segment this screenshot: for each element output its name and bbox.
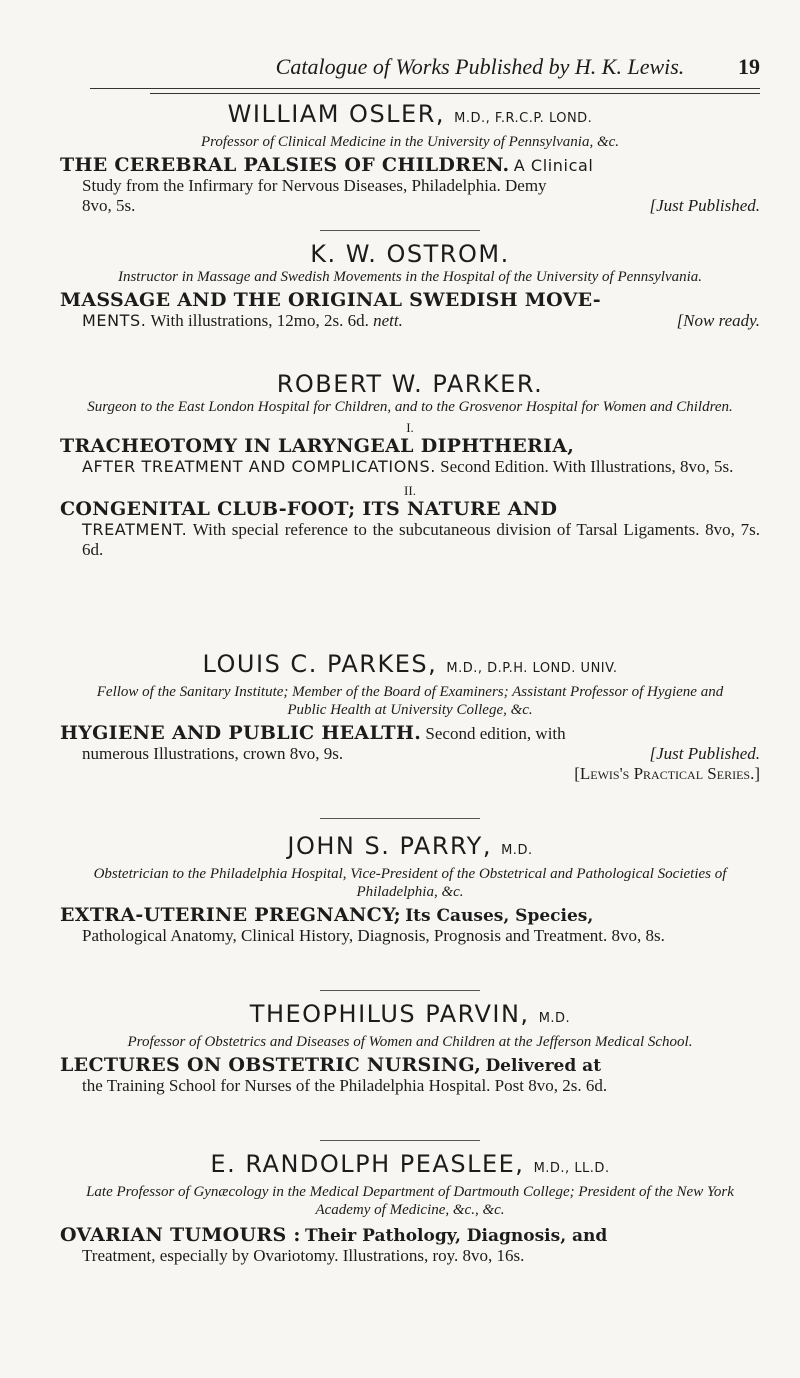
author-affiliation: Professor of Clinical Medicine in the University of Pennsylvania, &c. [200, 134, 620, 150]
author-affiliation: Fellow of the Sanitary Institute; Member of the Board of Examiners; Assistant Professor of Hygiene and Public Health at University College, &c. [96, 684, 724, 718]
entry-parkes [60, 650, 760, 784]
author-name: K. W. OSTROM. [310, 240, 510, 268]
work-subtitle: TREATMENT. [82, 520, 188, 539]
work-title: HYGIENE AND PUBLIC HEALTH. [60, 722, 422, 744]
work-title: MASSAGE AND THE ORIGINAL SWEDISH MOVE- [60, 289, 601, 311]
work-description: Treatment, especially by Ovariotomy. Illustrations, roy. 8vo, 16s. [82, 1246, 525, 1265]
work-details: With special reference to the subcutaneous division of Tarsal Ligaments. 8vo, 7s. 6d. [82, 520, 760, 559]
work-description: Pathological Anatomy, Clinical History, Diagnosis, Prognosis and Treatment. 8vo, 8s. [82, 926, 665, 945]
author-affiliation: Late Professor of Gynæcology in the Medical Department of Dartmouth College; President of the New York Academy of Medicine, &c., &c. [86, 1184, 734, 1218]
entry-parry [60, 832, 760, 946]
entry-parvin [60, 1000, 760, 1096]
entry-parker [60, 370, 760, 560]
entry-ostrom [60, 240, 760, 331]
entry-body-1 [60, 436, 760, 477]
series-note: [Lewis's Practical Series.] [574, 764, 760, 783]
author-affiliation: Professor of Obstetrics and Diseases of Women and Children at the Jefferson Medical School. [127, 1034, 693, 1050]
entry-body [60, 290, 760, 331]
author-name [60, 832, 760, 865]
work-title-rest: Its Causes, Species, [405, 906, 594, 926]
work-title: TRACHEOTOMY IN LARYNGEAL DIPHTHERIA, [60, 435, 575, 457]
entry-body-2 [60, 499, 760, 560]
author-degrees: M.D., D.P.H. LOND. UNIV. [446, 661, 618, 676]
work-title: CONGENITAL CLUB-FOOT; ITS NATURE AND [60, 498, 558, 520]
author-name: ROBERT W. PARKER. [276, 370, 544, 398]
entry-separator [320, 990, 480, 991]
author-affiliation: Obstetrician to the Philadelphia Hospital, Vice-President of the Obstetrical and Pathological Societies of Philadelphia, &c. [93, 866, 727, 900]
author-text: THEOPHILUS PARVIN, [249, 1000, 530, 1028]
running-head [200, 54, 760, 80]
work-description: the Training School for Nurses of the Philadelphia Hospital. Post 8vo, 2s. 6d. [82, 1076, 608, 1095]
author-degrees: M.D., LL.D. [533, 1161, 610, 1176]
author-affiliation: Surgeon to the East London Hospital for Children, and to the Grosvenor Hospital for Women and Children. [87, 399, 733, 415]
page-number: 19 [738, 54, 760, 79]
work-title-rest: Their Pathology, Diagnosis, and [304, 1226, 608, 1246]
author-degrees: M.D. [501, 843, 533, 858]
entry-body [60, 905, 760, 946]
entry-osler [60, 100, 760, 216]
author-name [60, 100, 760, 133]
work-title: LECTURES ON OBSTETRIC NURSING, [60, 1054, 482, 1076]
entry-separator [320, 818, 480, 819]
work-title-rest: MENTS. [82, 311, 147, 330]
price-note: nett. [373, 311, 403, 330]
work-title: THE CEREBRAL PALSIES OF CHILDREN. [60, 154, 510, 176]
author-degrees: M.D. [538, 1011, 571, 1026]
work-title-rest: Delivered at [485, 1056, 602, 1076]
entry-body [60, 1055, 760, 1096]
header-rule-2 [150, 93, 760, 94]
running-head-title: Catalogue of Works Published by H. K. Lewis. [275, 54, 685, 79]
entry-separator [320, 230, 480, 231]
publication-status: [Just Published. [649, 196, 760, 215]
work-title-rest: A Clinical [513, 156, 594, 175]
author-text: JOHN S. PARRY, [287, 832, 492, 860]
work-numeral: II. [404, 483, 416, 498]
header-rule [90, 88, 760, 89]
work-price-line [60, 196, 760, 216]
author-degrees: M.D., F.R.C.P. LOND. [454, 111, 593, 126]
work-price-line [60, 744, 760, 764]
work-description: With illustrations, 12mo, 2s. 6d. [150, 311, 369, 330]
work-description-line [60, 311, 760, 331]
author-name [60, 1150, 760, 1183]
entry-peaslee [60, 1150, 760, 1266]
work-numeral: I. [406, 420, 414, 435]
entry-body [60, 723, 760, 784]
work-price: 8vo, 5s. [82, 196, 136, 215]
work-description: numerous Illustrations, crown 8vo, 9s. [82, 744, 344, 763]
author-name [60, 650, 760, 683]
author-affiliation: Instructor in Massage and Swedish Movements in the Hospital of the University of Pennsylvania. [117, 269, 703, 285]
publication-status: [Now ready. [676, 311, 760, 330]
entry-separator [320, 1140, 480, 1141]
work-title: OVARIAN TUMOURS : [60, 1224, 301, 1246]
author-text: E. RANDOLPH PEASLEE, [210, 1150, 525, 1178]
work-details: Second Edition. With Illustrations, 8vo, 5s. [440, 457, 734, 476]
work-title-rest: Second edition, with [425, 724, 566, 743]
author-text: LOUIS C. PARKES, [202, 650, 438, 678]
work-subtitle: AFTER TREATMENT AND COMPLICATIONS. [82, 457, 436, 476]
author-name [60, 1000, 760, 1033]
author-text: WILLIAM OSLER, [227, 100, 446, 128]
work-description [60, 520, 760, 560]
entry-body [60, 1225, 760, 1266]
entry-body [60, 155, 760, 216]
work-description: Study from the Infirmary for Nervous Diseases, Philadelphia. Demy [82, 176, 547, 195]
publication-status: [Just Published. [649, 744, 760, 763]
work-title: EXTRA-UTERINE PREGNANCY; [60, 904, 401, 926]
work-description [60, 457, 760, 477]
